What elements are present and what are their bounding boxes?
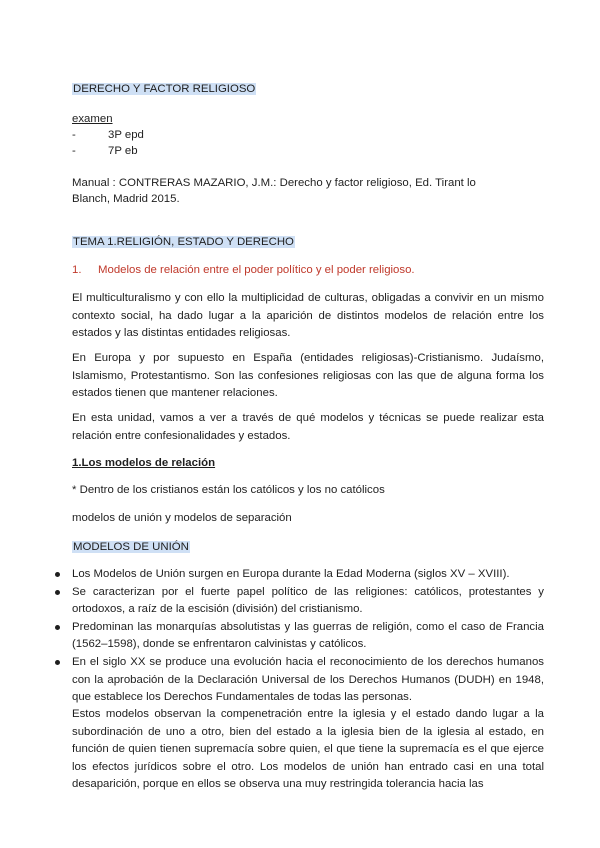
paragraph: En Europa y por supuesto en España (entidades religiosas)-Cristianismo. Judaísmo, Islamismo, Protestantismo. Son las confesiones religiosas con las que de alguna forma los estados tienen que mantener relaciones. xyxy=(72,352,544,400)
list-item xyxy=(72,619,544,654)
list-item-text: Los Modelos de Unión surgen en Europa durante la Edad Moderna (siglos XV – XVIII). xyxy=(72,568,510,580)
manual-reference-line: Blanch, Madrid 2015. xyxy=(72,193,180,205)
document-title xyxy=(72,83,256,95)
list-item xyxy=(72,584,544,619)
manual-reference-line: Manual : CONTRERAS MAZARIO, J.M.: Derecho y factor religioso, Ed. Tirant lo xyxy=(72,177,476,189)
list-item-text: Predominan las monarquías absolutistas y las guerras de religión, como el caso de Francia (1562–1598), donde se enfrentaron calvinistas y católicos. xyxy=(72,620,544,651)
list-item xyxy=(72,566,544,584)
list-item-text: En el siglo XX se produce una evolución hacia el reconocimiento de los derechos humanos con la aprobación de la Declaración Universal de los Derechos Humanos (DUDH) en 1948, que establece los Derechos Fundamentales de todas las personas. xyxy=(72,655,544,704)
exam-item-marker: - xyxy=(72,129,76,141)
models-line: modelos de unión y modelos de separación xyxy=(72,512,292,524)
bullet-icon xyxy=(55,572,60,577)
theme-title xyxy=(72,236,295,248)
exam-label: examen xyxy=(72,113,113,125)
union-heading-text: MODELOS DE UNIÓN xyxy=(73,541,189,553)
section-title: Modelos de relación entre el poder político y el poder religioso. xyxy=(98,264,415,276)
list-item-text: Se caracterizan por el fuerte papel político de las religiones: católicos, protestantes y ortodoxos, a raíz de la escisión (división) del cristianismo. xyxy=(72,585,544,616)
union-heading xyxy=(72,541,190,553)
bullet-icon xyxy=(55,660,60,665)
paragraph: Estos modelos observan la compenetración entre la iglesia y el estado dando lugar a la subordinación de uno a otro, bien del estado a la iglesia bien de la iglesia al estado, en función de quien tienen supremacía sobre quien, el que tiene la supremacía es el que ejerce los efectos jurídicos sobre el otro. Los modelos de unión han entrado casi en una total desaparición, porque en ellos se observa una muy restringida tolerancia hacia las xyxy=(72,708,544,791)
document-title-text: DERECHO Y FACTOR RELIGIOSO xyxy=(73,83,256,95)
exam-item: 7P eb xyxy=(108,145,138,157)
note-line: * Dentro de los cristianos están los católicos y los no católicos xyxy=(72,484,385,496)
list-item xyxy=(72,654,544,707)
bullet-icon xyxy=(55,590,60,595)
paragraph: El multiculturalismo y con ello la multiplicidad de culturas, obligadas a convivir en un mismo contexto social, ha dado lugar a la aparición de distintos modelos de relación entre los estados y las distintas entidades religiosas. xyxy=(72,292,544,340)
theme-title-text: TEMA 1.RELIGIÓN, ESTADO Y DERECHO xyxy=(73,236,294,248)
bullet-list xyxy=(72,566,544,707)
exam-item-marker: - xyxy=(72,145,76,157)
bullet-icon xyxy=(55,625,60,630)
exam-item: 3P epd xyxy=(108,129,144,141)
subheading: 1.Los modelos de relación xyxy=(72,457,216,469)
paragraph: En esta unidad, vamos a ver a través de qué modelos y técnicas se puede realizar esta relación entre confesionalidades y estados. xyxy=(72,412,544,442)
section-number: 1. xyxy=(72,264,82,276)
